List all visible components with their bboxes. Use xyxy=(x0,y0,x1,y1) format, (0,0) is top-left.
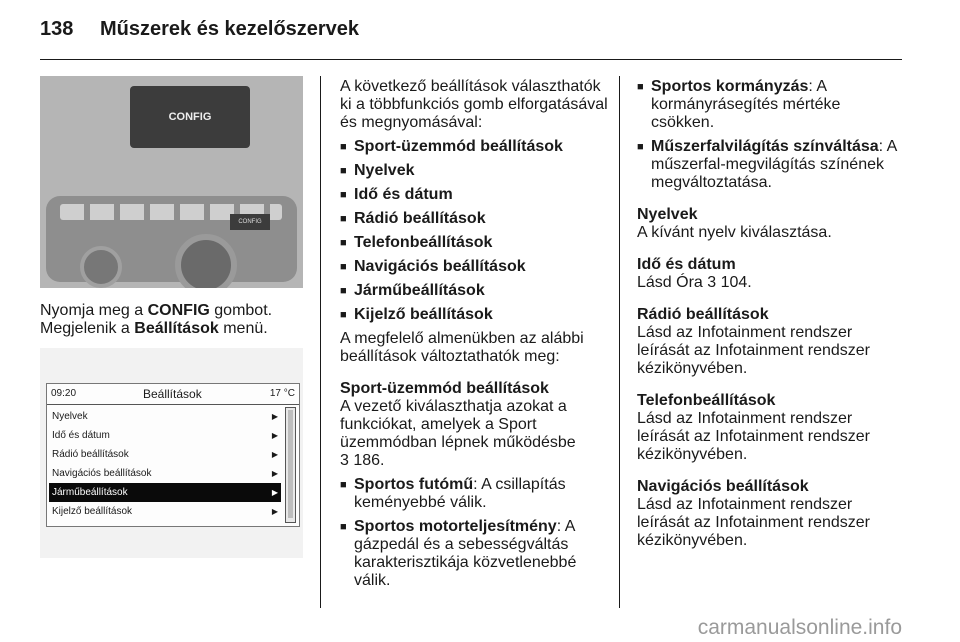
control-panel-photo xyxy=(40,76,303,288)
list-item[interactable]: Nyelvek ▶ xyxy=(49,407,281,426)
list-item[interactable]: Navigációs beállítások ▶ xyxy=(49,464,281,483)
config-button-callout: CONFIG xyxy=(130,86,250,148)
settings-list xyxy=(49,407,281,521)
scrollbar-thumb[interactable] xyxy=(288,410,293,518)
chevron-right-icon: ▶ xyxy=(271,450,278,459)
scrollbar[interactable] xyxy=(285,407,296,523)
chevron-right-icon: ▶ xyxy=(271,488,278,497)
header-rule xyxy=(40,59,902,60)
watermark: carmanualsonline.info xyxy=(697,616,902,639)
settings-screen xyxy=(46,383,300,527)
screen-title: Beállítások xyxy=(143,387,202,401)
chevron-right-icon: ▶ xyxy=(271,431,278,440)
screen-temperature: 17 °C xyxy=(269,388,295,399)
right-column: ■ Sportos kormányzás: A kormányrásegítés mértéke csökken. ■ Műszerfalvilágítás színváltása: A műszerfal-megvilágítás színének megváltoztatása. Nyelvek A kívánt nyelv kiválasztása. Idő és dátum Lásd Óra 3 104. Rádió beállítások Lásd az Infotainment rendszer leírását az Infotainment rendszer kézikönyvében. Telefonbeállítások Lásd az Infotainment rendszer leírását az Infotainment rendszer kézikönyvében. Navigációs beállítások Lásd az Infotainment rendszer leírását az Infotainment rendszer kézikönyvében. xyxy=(637,78,902,550)
page-header xyxy=(40,18,359,41)
column-divider xyxy=(619,76,620,608)
list-item[interactable]: Kijelző beállítások ▶ xyxy=(49,502,281,521)
screen-time: 09:20 xyxy=(51,388,77,399)
screen-header xyxy=(47,384,299,405)
chevron-right-icon: ▶ xyxy=(271,469,278,478)
list-item-selected[interactable]: Járműbeállítások ▶ xyxy=(49,483,281,502)
middle-column: A következő beállítások választhatók ki a többfunkciós gomb elforgatásával és megnyomásával: ■ Sport-üzemmód beállítások ■ Nyelvek ■ Idő és dátum ■ Rádió beállítások ■ Telefonbeállítások ■ Navigációs beállítások ■ Járműbeállítások ■ Kijelző beállítások A megfelelő almenükben az alábbi beállítások változtathatók meg: Sport-üzemmód beállítások A vezető kiválaszthatja azokat a funkciókat, amelyek a Sport üzemmódban lépnek működésbe 3 186. ■ Sportos futómű: A csillapítás keményebbé válik. ■ Sportos motorteljesítmény: A gázpedál és a sebességváltás karakterisztikája közvetlenebbé válik. xyxy=(340,78,608,590)
column-divider xyxy=(320,76,321,608)
multifunction-knob xyxy=(175,234,237,288)
volume-knob xyxy=(80,246,122,288)
chevron-right-icon: ▶ xyxy=(271,507,278,516)
list-item[interactable]: Rádió beállítások ▶ xyxy=(49,445,281,464)
page-title: Műszerek és kezelőszervek xyxy=(100,18,360,40)
chevron-right-icon: ▶ xyxy=(271,412,278,421)
left-text: Nyomja meg a CONFIG gombot. Megjelenik a Beállítások menü. xyxy=(40,302,273,337)
settings-screen-figure xyxy=(40,348,303,558)
config-button: CONFIG xyxy=(230,214,270,230)
page-number: 138 xyxy=(40,18,74,40)
list-item[interactable]: Idő és dátum ▶ xyxy=(49,426,281,445)
